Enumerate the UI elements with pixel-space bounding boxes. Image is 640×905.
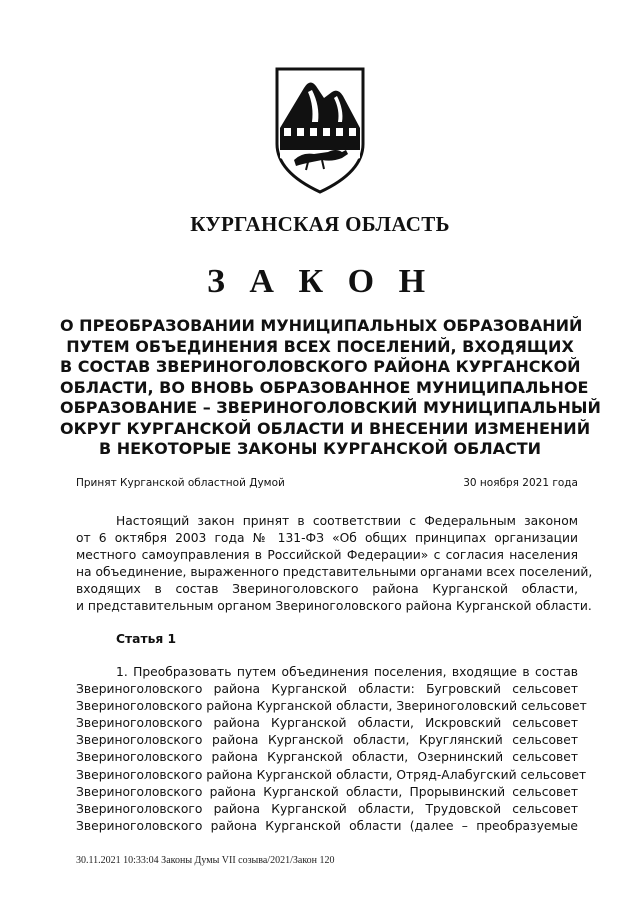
adoption-info [76,477,578,493]
preamble-line: на объединение, выраженного представительными органами всех поселений, [76,565,593,580]
preamble-line: местного самоуправления в Российской Федерации» с согласия населения [76,548,578,563]
region-name: КУРГАНСКАЯ ОБЛАСТЬ [190,212,450,236]
law-title-line: ПУТЕМ ОБЪЕДИНЕНИЯ ВСЕХ ПОСЕЛЕНИЙ, ВХОДЯЩИХ [66,336,574,356]
preamble-line: от 6 октября 2003 года № 131-ФЗ «Об общих принципах организации [76,531,578,546]
article-line: Звериноголовского района Курганской области, Искровский сельсовет [76,716,578,731]
article-line: Звериноголовского района Курганской области, Озернинский сельсовет [76,750,578,765]
preamble-paragraph [76,513,593,616]
law-title-line: В СОСТАВ ЗВЕРИНОГОЛОВСКОГО РАЙОНА КУРГАНСКОЙ [60,357,581,376]
article-heading: Статья 1 [116,632,177,646]
preamble-line: входящих в состав Звериноголовского района Курганской области, [76,582,578,597]
law-title [60,316,601,460]
law-title-line: ОКРУГ КУРГАНСКОЙ ОБЛАСТИ И ВНЕСЕНИИ ИЗМЕНЕНИЙ [60,418,591,438]
article-line: Звериноголовского района Курганской области, Трудовской сельсовет [76,801,578,816]
preamble-line: и представительным органом Звериноголовского района Курганской области. [76,599,592,614]
adopted-by: Принят Курганской областной Думой [76,477,285,489]
article-line: 1. Преобразовать путем объединения поселения, входящие в состав [116,665,578,679]
article-paragraph [76,664,587,835]
footer-stamp: 30.11.2021 10:33:04 Законы Думы VII созыва/2021/Закон 120 [76,855,335,866]
article-line: Звериноголовского района Курганской области: Бугровский сельсовет [76,682,578,697]
article-line: Звериноголовского района Курганской области, Круглянский сельсовет [76,733,578,748]
adoption-date: 30 ноября 2021 года [463,477,578,489]
law-title-line: ОБЛАСТИ, ВО ВНОВЬ ОБРАЗОВАННОЕ МУНИЦИПАЛЬНОЕ [60,377,589,397]
article-line: Звериноголовского района Курганской области, Прорывинский сельсовет [76,784,578,799]
article-line: Звериноголовского района Курганской области (далее – преобразуемые [76,818,578,833]
article-line: Звериноголовского района Курганской области, Звериноголовский сельсовет [76,699,587,714]
preamble-line: Настоящий закон принят в соответствии с Федеральным законом [116,514,578,528]
law-title-line: ОБРАЗОВАНИЕ – ЗВЕРИНОГОЛОВСКИЙ МУНИЦИПАЛЬНЫЙ [60,398,601,417]
kurgan-coat-of-arms-icon [272,66,368,196]
law-title-line: В НЕКОТОРЫЕ ЗАКОНЫ КУРГАНСКОЙ ОБЛАСТИ [98,439,542,458]
article-line: Звериноголовского района Курганской области, Отряд-Алабугский сельсовет [76,767,587,782]
law-title-line: О ПРЕОБРАЗОВАНИИ МУНИЦИПАЛЬНЫХ ОБРАЗОВАНИЙ [60,316,583,335]
document-type: З А К О Н [206,263,434,300]
